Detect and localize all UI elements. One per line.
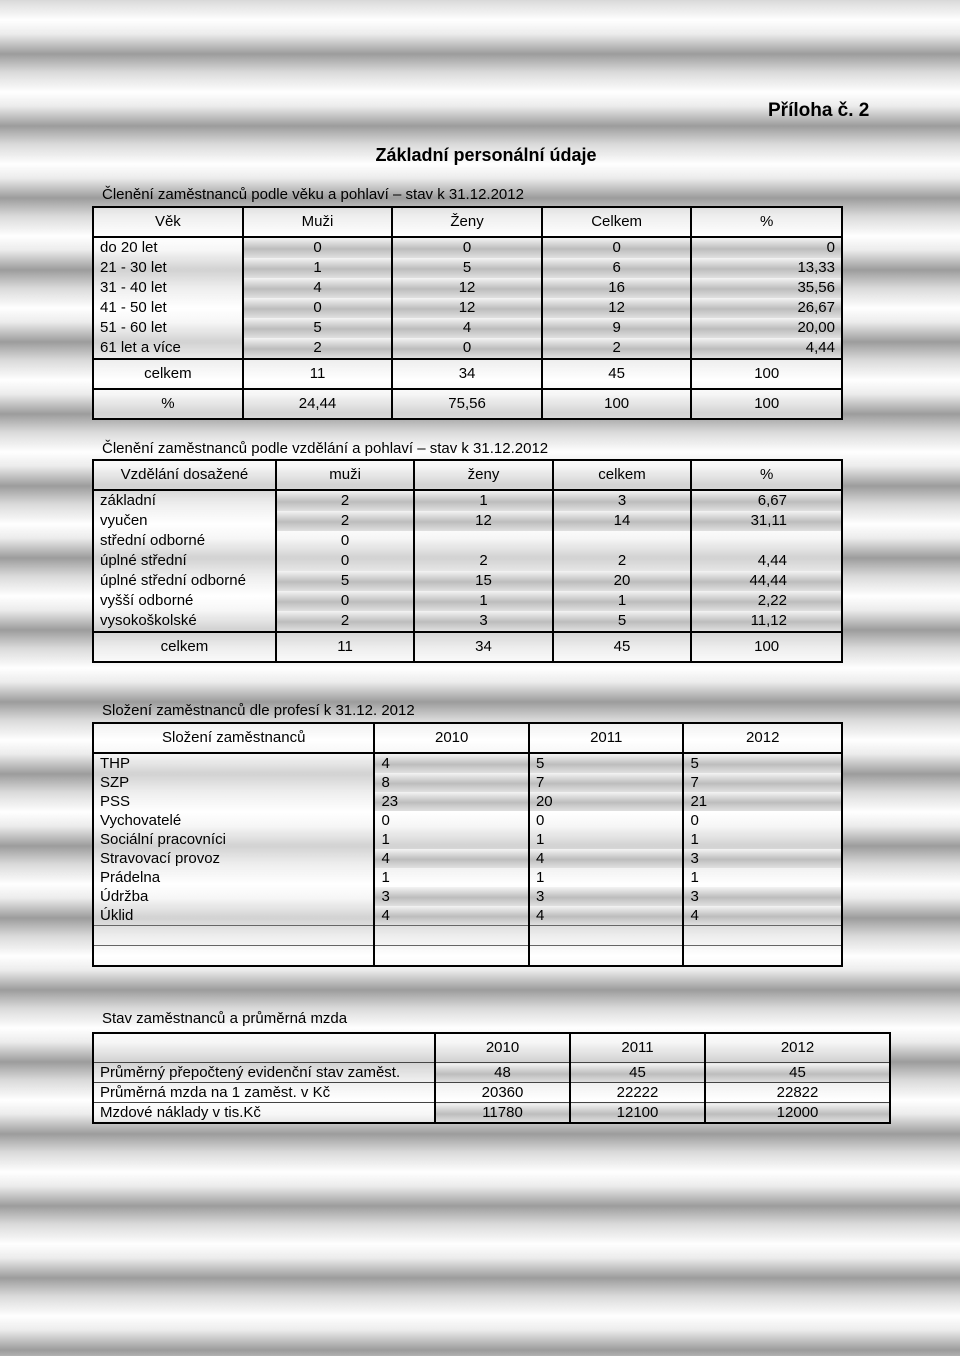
profession-cell: 3 bbox=[683, 887, 842, 906]
age-cell: 0 bbox=[542, 237, 692, 258]
profession-cell: 20 bbox=[529, 792, 684, 811]
wages-cell: 45 bbox=[570, 1063, 705, 1083]
age-cell: 5 bbox=[392, 258, 542, 278]
age-cell: 5 bbox=[243, 318, 393, 338]
age-header-cell: Ženy bbox=[392, 207, 542, 237]
profession-header-cell: 2012 bbox=[683, 723, 842, 753]
education-cell bbox=[553, 531, 692, 551]
age-cell: 0 bbox=[392, 237, 542, 258]
wages-header-row bbox=[93, 1033, 890, 1063]
wages-cell: 20360 bbox=[435, 1083, 570, 1103]
education-cell: vysokoškolské bbox=[93, 611, 276, 632]
education-total-row bbox=[93, 632, 842, 662]
wages-header-cell: 2011 bbox=[570, 1033, 705, 1063]
age-cell: 4 bbox=[392, 318, 542, 338]
table-row bbox=[93, 926, 842, 946]
table-row bbox=[93, 571, 842, 591]
table-row bbox=[93, 511, 842, 531]
profession-cell: 4 bbox=[374, 753, 529, 773]
age-total-cell: 11 bbox=[243, 359, 393, 389]
profession-table-caption: Složení zaměstnanců dle profesí k 31.12. 2012 bbox=[102, 702, 415, 719]
profession-cell bbox=[683, 926, 842, 946]
table-row bbox=[93, 811, 842, 830]
age-total-cell: celkem bbox=[93, 359, 243, 389]
wages-cell: Průměrný přepočtený evidenční stav zaměst. bbox=[93, 1063, 435, 1083]
education-cell: 5 bbox=[553, 611, 692, 632]
wages-cell: Mzdové náklady v tis.Kč bbox=[93, 1103, 435, 1124]
education-cell: 2 bbox=[553, 551, 692, 571]
age-cell: 21 - 30 let bbox=[93, 258, 243, 278]
profession-cell: 5 bbox=[683, 753, 842, 773]
age-header-cell: Muži bbox=[243, 207, 393, 237]
table-row bbox=[93, 551, 842, 571]
profession-header-cell: 2011 bbox=[529, 723, 684, 753]
education-cell: 1 bbox=[414, 490, 552, 511]
education-total-cell: 100 bbox=[691, 632, 842, 662]
profession-cell: 5 bbox=[529, 753, 684, 773]
education-table bbox=[92, 459, 843, 663]
wages-header-cell bbox=[93, 1033, 435, 1063]
profession-cell: 3 bbox=[683, 849, 842, 868]
profession-header-cell: 2010 bbox=[374, 723, 529, 753]
profession-cell: 8 bbox=[374, 773, 529, 792]
education-header-cell: muži bbox=[276, 460, 414, 490]
profession-cell: 4 bbox=[683, 906, 842, 926]
age-cell: 51 - 60 let bbox=[93, 318, 243, 338]
table-row bbox=[93, 258, 842, 278]
age-table-caption: Členění zaměstnanců podle věku a pohlaví – stav k 31.12.2012 bbox=[102, 186, 524, 203]
profession-cell: Stravovací provoz bbox=[93, 849, 374, 868]
profession-cell: 7 bbox=[683, 773, 842, 792]
education-cell: 15 bbox=[414, 571, 552, 591]
profession-table bbox=[92, 722, 843, 967]
table-row bbox=[93, 490, 842, 511]
education-total-cell: 11 bbox=[276, 632, 414, 662]
wages-cell: 22222 bbox=[570, 1083, 705, 1103]
age-cell: 12 bbox=[542, 298, 692, 318]
education-cell: 4,44 bbox=[691, 551, 842, 571]
education-cell: 0 bbox=[276, 591, 414, 611]
age-cell: 12 bbox=[392, 278, 542, 298]
table-row bbox=[93, 792, 842, 811]
education-cell: úplné střední bbox=[93, 551, 276, 571]
profession-cell bbox=[529, 926, 684, 946]
page-title: Základní personální údaje bbox=[375, 145, 597, 165]
profession-header-row bbox=[93, 723, 842, 753]
education-cell: 0 bbox=[276, 551, 414, 571]
education-total-cell: celkem bbox=[93, 632, 276, 662]
education-cell: 1 bbox=[414, 591, 552, 611]
wages-cell: 48 bbox=[435, 1063, 570, 1083]
profession-cell: Vychovatelé bbox=[93, 811, 374, 830]
education-total-cell: 34 bbox=[414, 632, 552, 662]
age-percent-cell: % bbox=[93, 389, 243, 419]
profession-cell: 4 bbox=[374, 906, 529, 926]
education-cell bbox=[691, 531, 842, 551]
age-cell: 0 bbox=[691, 237, 842, 258]
table-row bbox=[93, 237, 842, 258]
age-percent-cell: 100 bbox=[691, 389, 842, 419]
table-row bbox=[93, 298, 842, 318]
profession-cell: Sociální pracovníci bbox=[93, 830, 374, 849]
profession-cell bbox=[374, 946, 529, 967]
education-table-caption: Členění zaměstnanců podle vzdělání a pohlaví – stav k 31.12.2012 bbox=[102, 440, 549, 457]
age-cell: 0 bbox=[243, 237, 393, 258]
table-row bbox=[93, 830, 842, 849]
education-cell: 2,22 bbox=[691, 591, 842, 611]
annex-label: Příloha č. 2 bbox=[768, 100, 870, 121]
profession-cell: 0 bbox=[683, 811, 842, 830]
profession-cell: 0 bbox=[374, 811, 529, 830]
profession-cell: 3 bbox=[529, 887, 684, 906]
profession-cell: 1 bbox=[374, 868, 529, 887]
age-cell: 2 bbox=[243, 338, 393, 359]
profession-cell: 4 bbox=[529, 849, 684, 868]
profession-cell bbox=[374, 926, 529, 946]
table-row bbox=[93, 906, 842, 926]
profession-cell: 0 bbox=[529, 811, 684, 830]
wages-cell: 12100 bbox=[570, 1103, 705, 1124]
wages-cell: 45 bbox=[705, 1063, 890, 1083]
education-header-cell: celkem bbox=[553, 460, 692, 490]
age-percent-cell: 100 bbox=[542, 389, 692, 419]
table-row bbox=[93, 868, 842, 887]
wages-cell: 11780 bbox=[435, 1103, 570, 1124]
age-cell: 12 bbox=[392, 298, 542, 318]
age-header-cell: Věk bbox=[93, 207, 243, 237]
age-percent-cell: 24,44 bbox=[243, 389, 393, 419]
age-cell: 9 bbox=[542, 318, 692, 338]
education-header-row bbox=[93, 460, 842, 490]
table-row bbox=[93, 946, 842, 967]
age-cell: 6 bbox=[542, 258, 692, 278]
profession-cell: 1 bbox=[683, 830, 842, 849]
wages-header-cell: 2010 bbox=[435, 1033, 570, 1063]
age-table bbox=[92, 206, 843, 420]
age-cell: 35,56 bbox=[691, 278, 842, 298]
profession-cell: 1 bbox=[374, 830, 529, 849]
education-cell: 31,11 bbox=[691, 511, 842, 531]
age-cell: 2 bbox=[542, 338, 692, 359]
education-cell: 6,67 bbox=[691, 490, 842, 511]
age-cell: 61 let a více bbox=[93, 338, 243, 359]
age-cell: 20,00 bbox=[691, 318, 842, 338]
education-header-cell: Vzdělání dosažené bbox=[93, 460, 276, 490]
profession-cell: 4 bbox=[374, 849, 529, 868]
education-cell: 2 bbox=[276, 611, 414, 632]
profession-cell: Údržba bbox=[93, 887, 374, 906]
age-cell: 26,67 bbox=[691, 298, 842, 318]
age-cell: 16 bbox=[542, 278, 692, 298]
profession-cell bbox=[93, 946, 374, 967]
profession-header-cell: Složení zaměstnanců bbox=[93, 723, 374, 753]
table-row bbox=[93, 591, 842, 611]
education-total-cell: 45 bbox=[553, 632, 692, 662]
table-row bbox=[93, 887, 842, 906]
age-cell: do 20 let bbox=[93, 237, 243, 258]
age-cell: 13,33 bbox=[691, 258, 842, 278]
education-cell: základní bbox=[93, 490, 276, 511]
education-cell: 3 bbox=[414, 611, 552, 632]
age-header-cell: Celkem bbox=[542, 207, 692, 237]
table-row bbox=[93, 338, 842, 359]
age-header-row bbox=[93, 207, 842, 237]
education-cell: 2 bbox=[414, 551, 552, 571]
age-cell: 1 bbox=[243, 258, 393, 278]
profession-cell: 21 bbox=[683, 792, 842, 811]
wages-cell: 12000 bbox=[705, 1103, 890, 1124]
age-cell: 41 - 50 let bbox=[93, 298, 243, 318]
table-row bbox=[93, 1103, 890, 1124]
education-cell: 1 bbox=[553, 591, 692, 611]
table-row bbox=[93, 1063, 890, 1083]
profession-cell: 1 bbox=[529, 868, 684, 887]
wages-header-cell: 2012 bbox=[705, 1033, 890, 1063]
age-total-cell: 34 bbox=[392, 359, 542, 389]
education-cell: vyšší odborné bbox=[93, 591, 276, 611]
profession-cell: PSS bbox=[93, 792, 374, 811]
profession-cell: 4 bbox=[529, 906, 684, 926]
education-cell: 2 bbox=[276, 490, 414, 511]
education-cell: 5 bbox=[276, 571, 414, 591]
age-total-row bbox=[93, 359, 842, 389]
age-cell: 0 bbox=[392, 338, 542, 359]
age-cell: 0 bbox=[243, 298, 393, 318]
education-cell: 44,44 bbox=[691, 571, 842, 591]
age-cell: 4 bbox=[243, 278, 393, 298]
age-percent-cell: 75,56 bbox=[392, 389, 542, 419]
age-cell: 4,44 bbox=[691, 338, 842, 359]
table-row bbox=[93, 611, 842, 632]
profession-cell: 23 bbox=[374, 792, 529, 811]
education-header-cell: ženy bbox=[414, 460, 552, 490]
education-cell: 2 bbox=[276, 511, 414, 531]
profession-cell bbox=[683, 946, 842, 967]
wages-cell: 22822 bbox=[705, 1083, 890, 1103]
age-percent-row bbox=[93, 389, 842, 419]
age-total-cell: 45 bbox=[542, 359, 692, 389]
education-cell bbox=[414, 531, 552, 551]
education-cell: střední odborné bbox=[93, 531, 276, 551]
profession-cell bbox=[529, 946, 684, 967]
age-total-cell: 100 bbox=[691, 359, 842, 389]
age-header-cell: % bbox=[691, 207, 842, 237]
profession-cell: SZP bbox=[93, 773, 374, 792]
education-cell: 0 bbox=[276, 531, 414, 551]
table-row bbox=[93, 1083, 890, 1103]
education-cell: 20 bbox=[553, 571, 692, 591]
age-cell: 31 - 40 let bbox=[93, 278, 243, 298]
education-cell: vyučen bbox=[93, 511, 276, 531]
profession-cell: 1 bbox=[529, 830, 684, 849]
profession-cell: THP bbox=[93, 753, 374, 773]
table-row bbox=[93, 849, 842, 868]
wages-table-caption: Stav zaměstnanců a průměrná mzda bbox=[102, 1010, 348, 1027]
table-row bbox=[93, 773, 842, 792]
wages-cell: Průměrná mzda na 1 zaměst. v Kč bbox=[93, 1083, 435, 1103]
wages-table bbox=[92, 1032, 891, 1124]
education-cell: 3 bbox=[553, 490, 692, 511]
profession-cell: 7 bbox=[529, 773, 684, 792]
education-cell: 14 bbox=[553, 511, 692, 531]
table-row bbox=[93, 531, 842, 551]
table-row bbox=[93, 753, 842, 773]
education-cell: 12 bbox=[414, 511, 552, 531]
education-cell: úplné střední odborné bbox=[93, 571, 276, 591]
profession-cell: 3 bbox=[374, 887, 529, 906]
profession-cell: Úklid bbox=[93, 906, 374, 926]
profession-cell: 1 bbox=[683, 868, 842, 887]
education-cell: 11,12 bbox=[691, 611, 842, 632]
profession-cell bbox=[93, 926, 374, 946]
profession-cell: Prádelna bbox=[93, 868, 374, 887]
table-row bbox=[93, 318, 842, 338]
table-row bbox=[93, 278, 842, 298]
education-header-cell: % bbox=[691, 460, 842, 490]
